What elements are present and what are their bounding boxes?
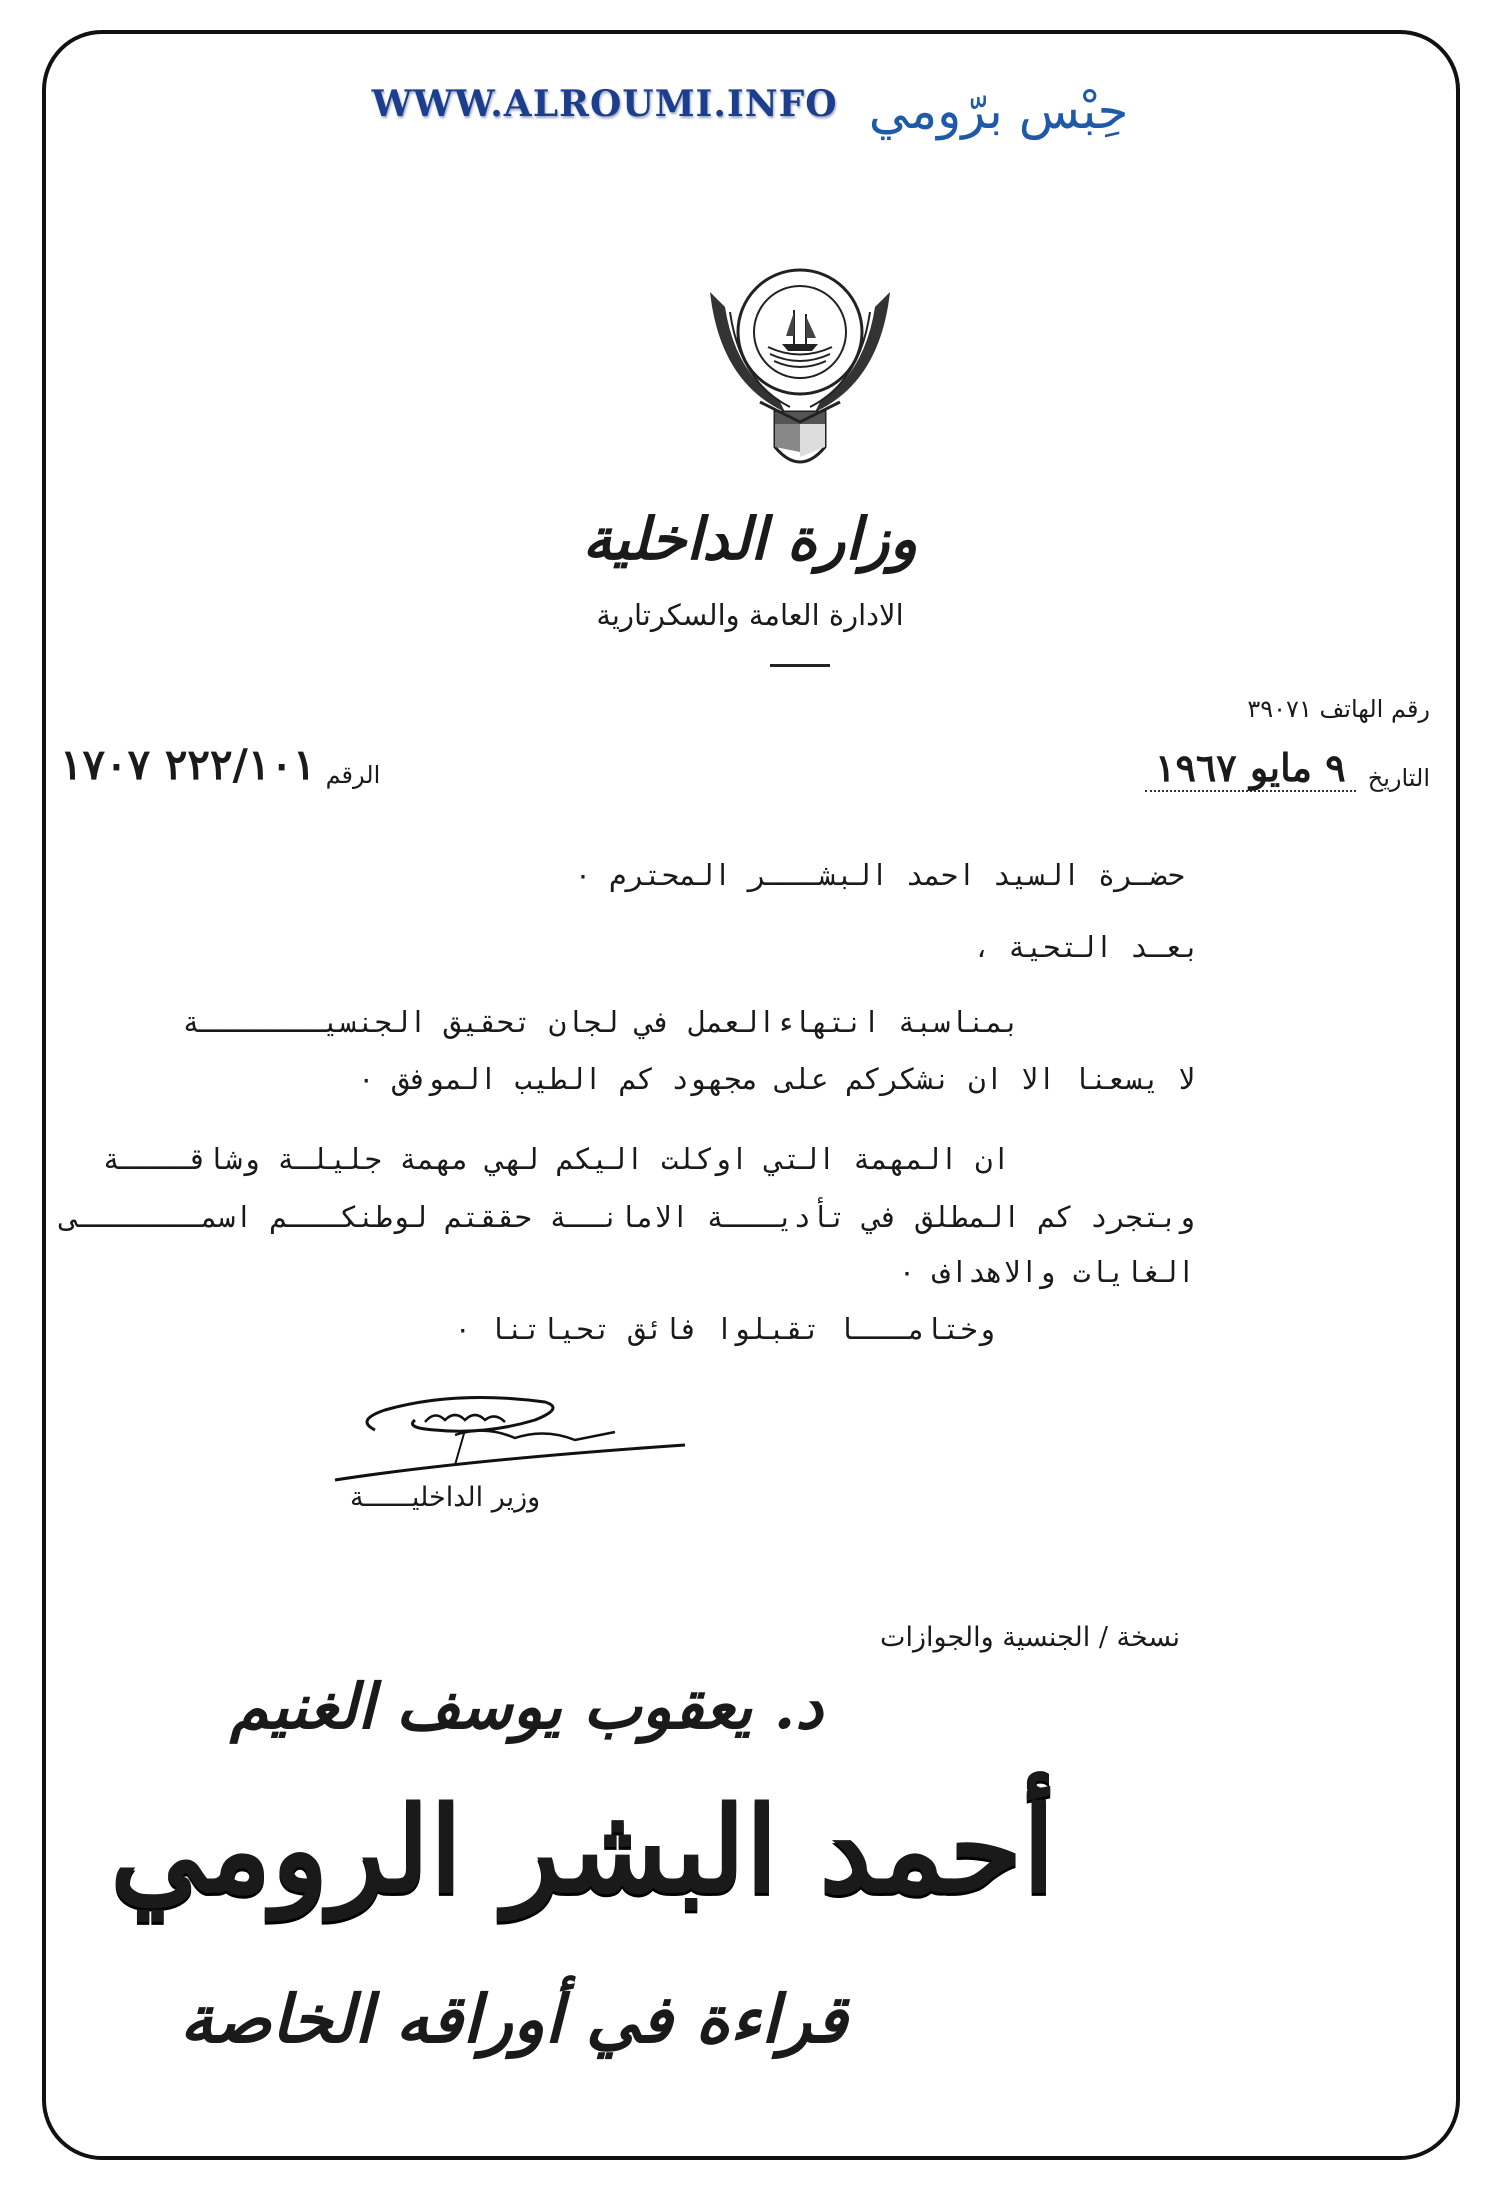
letter-paragraph-line: لا يسعنا الا ان نشكركم على مجهود كم الطيب الموفق ٠	[357, 1065, 1195, 1098]
reference-value: ٢٢٢/١٠١ ١٧٠٧	[60, 740, 316, 789]
minister-title: وزير الداخليــــــة	[350, 1482, 541, 1513]
date-field	[1145, 745, 1430, 792]
date-label: التاريخ	[1367, 764, 1430, 792]
copy-recipient: نسخة / الجنسية والجوازات	[880, 1622, 1180, 1653]
department-name: الادارة العامة والسكرتارية	[596, 598, 904, 632]
greeting: بعـد التحية ،	[973, 933, 1200, 966]
letter-paragraph-line: بمناسبة انتهاءالعمل في لجان تحقيق الجنسيـــــــة	[182, 1008, 1020, 1041]
book-title: أحمد البشر الرومي	[110, 1780, 1056, 1919]
site-watermark	[0, 82, 1500, 140]
kuwait-emblem-icon	[690, 252, 910, 492]
phone-number: رقم الهاتف ٣٩٠٧١	[1247, 695, 1430, 723]
closing-line: وختامـــا تقبلوا فائق تحياتنا ٠	[453, 1315, 995, 1348]
letter-paragraph-line: ان المهمة التي اوكلت اليكم لهي مهمة جليلـة وشاقــــة	[102, 1145, 1010, 1178]
header-divider	[770, 664, 830, 667]
letter-paragraph-line: وبتجرد كم المطلق في تأديـــة الامانــة حققتم لوطنكـــم اسمـــــــى	[60, 1203, 1195, 1236]
watermark-name: حِبْس برّومي	[868, 82, 1129, 140]
reference-label: الرقم	[325, 761, 381, 789]
letter-paragraph-line: الغايات والاهداف ٠	[898, 1258, 1195, 1291]
ministry-name: وزارة الداخلية	[582, 505, 918, 573]
date-value: ٩ مايو ١٩٦٧	[1145, 745, 1356, 792]
watermark-url: WWW.ALROUMI.INFO	[371, 82, 838, 125]
book-subtitle: قراءة في أوراقه الخاصة	[180, 1980, 848, 2058]
salutation: حضـرة السيد احمد البشـــر المحترم ٠	[574, 861, 1185, 894]
book-author: د. يعقوب يوسف الغنيم	[230, 1670, 823, 1743]
reference-field	[60, 740, 380, 789]
